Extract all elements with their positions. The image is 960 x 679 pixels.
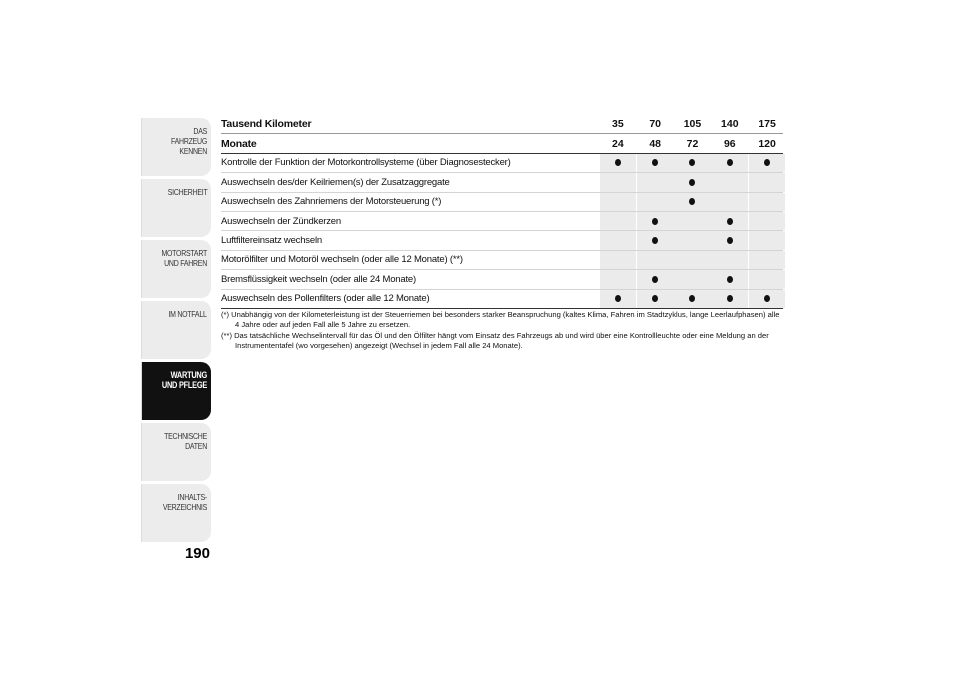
tab-wartung-und-pflege[interactable] <box>141 362 211 420</box>
interval-cell <box>749 193 786 211</box>
interval-cell <box>674 251 711 269</box>
row-label: Luftfiltereinsatz wechseln <box>221 235 322 247</box>
tab-label: WARTUNG UND PFLEGE <box>161 370 207 390</box>
table-body <box>221 154 783 309</box>
interval-cell <box>674 173 711 191</box>
tab-label: IM NOTFALL <box>168 309 207 319</box>
interval-cell <box>749 290 786 308</box>
header-value: 48 <box>649 137 662 150</box>
interval-cell <box>749 231 786 249</box>
interval-cell <box>637 231 674 249</box>
table-row <box>221 173 783 192</box>
tab-motorstart-und-fahren[interactable] <box>141 240 211 298</box>
tab-label: TECHNISCHE DATEN <box>164 431 207 451</box>
table-row <box>221 290 783 309</box>
bullet-icon <box>615 295 621 302</box>
interval-cell <box>711 290 748 308</box>
bullet-icon <box>727 295 733 302</box>
row-label: Kontrolle der Funktion der Motorkontrollsysteme (über Diagnosestecker) <box>221 157 511 169</box>
interval-cell <box>749 251 786 269</box>
interval-cell <box>711 193 748 211</box>
header-value: 120 <box>758 137 776 150</box>
tab-technische-daten[interactable] <box>141 423 211 481</box>
table-row <box>221 231 783 250</box>
interval-cell <box>674 154 711 172</box>
bullet-icon <box>727 159 733 166</box>
interval-cell <box>600 231 637 249</box>
header-value: 24 <box>612 137 624 150</box>
interval-cell <box>674 270 711 288</box>
interval-cell <box>674 212 711 230</box>
footnote-oil-interval: (**) Das tatsächliche Wechselintervall für das Öl und den Ölfilter hängt vom Einsatz des Fahrzeugs ab und wird über eine Kontrollleuchte oder eine Meldung an der Instrumententafel (wo vorgesehen) angezeigt (Wechsel in jedem Fall alle 24 Monate). <box>221 331 769 350</box>
bullet-icon <box>652 237 658 244</box>
footnote-timing-belt: (*) Unabhängig von der Kilometerleistung ist der Steuerriemen bei besonders starker Beanspruchung (kaltes Klima, Fahren im Stadtzyklus, lange Leerlaufphasen) alle 4 Jahre oder auf jeden Fall alle 5 Jahre zu ersetzen. <box>221 310 780 329</box>
interval-cell <box>600 251 637 269</box>
row-label: Auswechseln des Zahnriemens der Motorsteuerung (*) <box>221 196 442 208</box>
interval-cell <box>637 251 674 269</box>
interval-cell <box>711 154 748 172</box>
header-value: 70 <box>649 118 662 131</box>
row-label: Motorölfilter und Motoröl wechseln (oder alle 12 Monate) (**) <box>221 254 463 266</box>
bullet-icon <box>689 198 695 205</box>
interval-cell <box>711 270 748 288</box>
tab-im-notfall[interactable] <box>141 301 211 359</box>
bullet-icon <box>689 179 695 186</box>
header-row-kilometers <box>221 115 783 134</box>
footnotes <box>221 310 783 352</box>
interval-cell <box>600 173 637 191</box>
table-row <box>221 251 783 270</box>
interval-cell <box>600 270 637 288</box>
bullet-icon <box>615 159 621 166</box>
bullet-icon <box>727 276 733 283</box>
tab-inhaltsverzeichnis[interactable] <box>141 484 211 542</box>
interval-cell <box>674 193 711 211</box>
interval-cell <box>711 212 748 230</box>
interval-cell <box>637 154 674 172</box>
interval-cell <box>749 173 786 191</box>
header-value: 35 <box>612 118 624 131</box>
bullet-icon <box>727 237 733 244</box>
interval-cell <box>637 173 674 191</box>
header-label: Tausend Kilometer <box>221 118 312 131</box>
bullet-icon <box>652 276 658 283</box>
interval-cell <box>600 154 637 172</box>
bullet-icon <box>764 295 770 302</box>
row-label: Bremsflüssigkeit wechseln (oder alle 24 Monate) <box>221 273 416 285</box>
table-row <box>221 193 783 212</box>
tab-label: MOTORSTART UND FAHREN <box>161 248 207 268</box>
interval-cell <box>749 154 786 172</box>
tab-label: INHALTS-VERZEICHNIS <box>162 492 207 512</box>
interval-cell <box>749 212 786 230</box>
header-row-months <box>221 134 783 153</box>
bullet-icon <box>727 218 733 225</box>
header-value: 105 <box>683 118 702 131</box>
header-value: 175 <box>758 118 776 131</box>
header-value: 140 <box>721 118 739 131</box>
header-value: 72 <box>686 137 699 150</box>
row-label: Auswechseln des/der Keilriemen(s) der Zusatzaggregate <box>221 176 450 188</box>
interval-cell <box>749 270 786 288</box>
interval-cell <box>674 290 711 308</box>
interval-cell <box>600 193 637 211</box>
tab-das-fahrzeug-kennen[interactable] <box>141 118 211 176</box>
interval-cell <box>637 270 674 288</box>
bullet-icon <box>689 159 695 166</box>
maintenance-table <box>221 115 783 309</box>
interval-cell <box>711 251 748 269</box>
tab-sicherheit[interactable] <box>141 179 211 237</box>
tab-label: DAS FAHRZEUG KENNEN <box>171 126 207 156</box>
interval-cell <box>637 290 674 308</box>
interval-cell <box>637 193 674 211</box>
interval-cell <box>711 173 748 191</box>
tab-label: SICHERHEIT <box>167 187 207 197</box>
header-label: Monate <box>221 137 257 150</box>
bullet-icon <box>652 295 658 302</box>
interval-cell <box>711 231 748 249</box>
interval-cell <box>600 290 637 308</box>
bullet-icon <box>652 159 658 166</box>
interval-cell <box>637 212 674 230</box>
interval-cell <box>674 231 711 249</box>
table-row <box>221 154 783 173</box>
bullet-icon <box>764 159 770 166</box>
bullet-icon <box>689 295 695 302</box>
interval-cell <box>600 212 637 230</box>
row-label: Auswechseln des Pollenfilters (oder alle 12 Monate) <box>221 293 430 305</box>
table-row <box>221 270 783 289</box>
header-value: 96 <box>723 137 736 150</box>
row-label: Auswechseln der Zündkerzen <box>221 215 341 227</box>
page-number: 190 <box>184 545 210 562</box>
bullet-icon <box>652 218 658 225</box>
table-row <box>221 212 783 231</box>
